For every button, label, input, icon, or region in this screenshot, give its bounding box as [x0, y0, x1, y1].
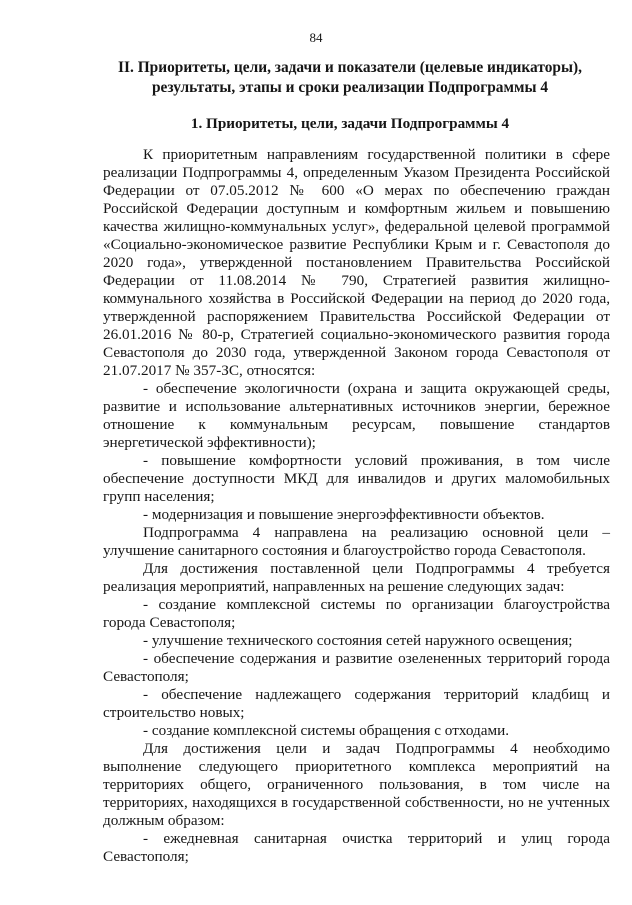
list-item-comfort: - повышение комфортности условий проживания, в том числе обеспечение доступности МКД для инвалидов и других маломобильных групп населения;	[103, 452, 610, 505]
list-item-modernization: - модернизация и повышение энергоэффективности объектов.	[143, 506, 545, 523]
paragraph-goal: Подпрограмма 4 направлена на реализацию основной цели – улучшение санитарного состояния и благоустройство города Севастополя.	[103, 524, 610, 559]
paragraph-measures-intro: Для достижения цели и задач Подпрограммы 4 необходимо выполнение следующего приоритетного комплекса мероприятий на территориях общего, ограниченного пользования, в том числе на территориях, находящихся в государственной собственности, но не учтенных должным образом:	[103, 740, 610, 829]
list-item-task-5: - создание комплексной системы обращения с отходами.	[143, 722, 510, 739]
section-title: II. Приоритеты, цели, задачи и показатели (целевые индикаторы), результаты, этапы и сроки реализации Подпрограммы 4	[118, 59, 582, 96]
list-item-ecology: - обеспечение экологичности (охрана и защита окружающей среды, развитие и использование альтернативных источников энергии, бережное отношение к коммунальным ресурсам, повышение стандартов энергетической эффективности);	[103, 380, 610, 451]
document-body	[103, 146, 610, 866]
page-number: 84	[309, 30, 323, 45]
list-item-measure-1: - ежедневная санитарная очистка территорий и улиц города Севастополя;	[103, 830, 610, 865]
list-item-task-2: - улучшение технического состояния сетей наружного освещения;	[143, 632, 573, 649]
list-item-task-3: - обеспечение содержания и развитие озелененных территорий города Севастополя;	[103, 650, 610, 685]
paragraph-priorities: К приоритетным направлениям государственной политики в сфере реализации Подпрограммы 4, определенным Указом Президента Российской Федерации от 07.05.2012 № 600 «О мерах по обеспечению граждан Российской Федерации доступным и комфортным жильем и повышению качества жилищно-коммунальных услуг», федеральной целевой программой «Социально-экономическое развитие Республики Крым и г. Севастополя до 2020 года», утвержденной постановлением Правительства Российской Федерации от 11.08.2014 № 790, Стратегией развития жилищно-коммунального хозяйства в Российской Федерации на период до 2020 года, утвержденной распоряжением Правительства Российской Федерации от 26.01.2016 № 80-р, Стратегией социально-экономического развития города Севастополя до 2030 года, утвержденной Законом города Севастополя от 21.07.2017 № 357-ЗС, относятся:	[103, 146, 610, 379]
subsection-title: 1. Приоритеты, цели, задачи Подпрограммы 4	[190, 115, 510, 132]
list-item-task-1: - создание комплексной системы по организации благоустройства города Севастополя;	[103, 596, 610, 631]
list-item-task-4: - обеспечение надлежащего содержания территорий кладбищ и строительство новых;	[103, 686, 610, 721]
paragraph-tasks-intro: Для достижения поставленной цели Подпрограммы 4 требуется реализация мероприятий, направленных на решение следующих задач:	[103, 560, 610, 595]
